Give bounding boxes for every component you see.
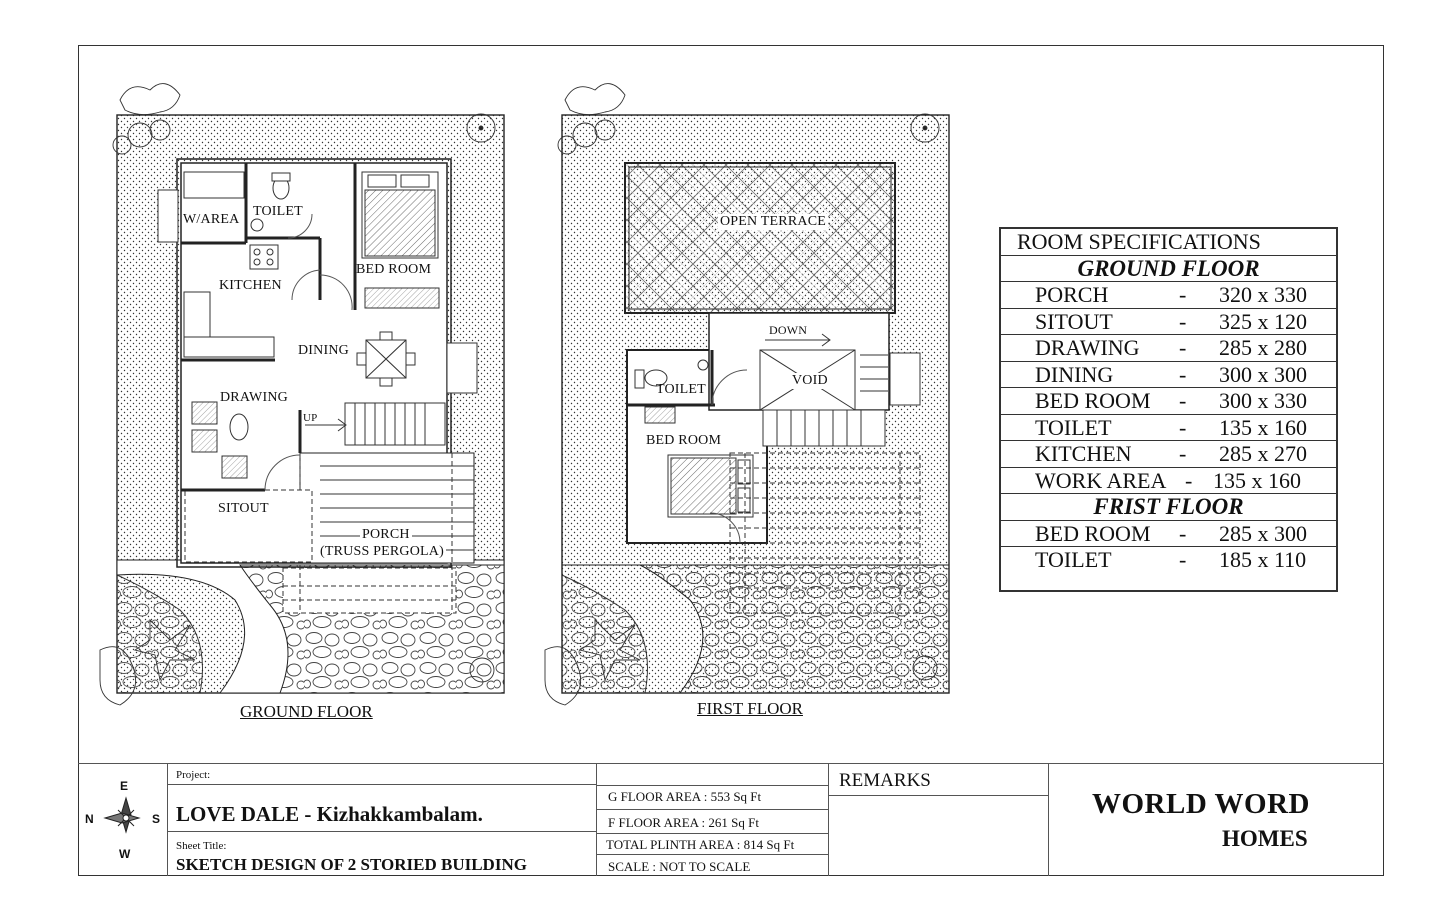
compass-n: N	[85, 812, 94, 826]
spec-dash: -	[1179, 547, 1187, 572]
spec-room-size: 285 x 300	[1219, 520, 1307, 546]
spec-room-size: 285 x 270	[1219, 441, 1307, 466]
spec-dash: -	[1179, 282, 1187, 307]
spec-row	[1001, 335, 1336, 362]
spec-row	[1001, 441, 1336, 468]
spec-room-size: 185 x 110	[1219, 547, 1307, 572]
spec-row	[1001, 362, 1336, 389]
title-block	[78, 763, 1384, 876]
spec-room-name: BED ROOM	[1035, 520, 1151, 546]
sheet-title: SKETCH DESIGN OF 2 STORIED BUILDING	[176, 855, 527, 874]
label-void: VOID	[792, 373, 828, 388]
spec-row	[1001, 468, 1336, 495]
spec-room-name: TOILET	[1035, 414, 1112, 440]
scale-note: SCALE : NOT TO SCALE	[608, 859, 751, 874]
spec-dash: -	[1179, 441, 1187, 466]
label-gf-bed-room: BED ROOM	[356, 262, 432, 277]
spec-row	[1001, 309, 1336, 336]
spec-room-size: 300 x 330	[1219, 388, 1307, 413]
spec-room-name: DINING	[1035, 361, 1114, 387]
spec-dash: -	[1185, 467, 1193, 493]
spec-dash: -	[1179, 361, 1187, 387]
label-work-area: W/AREA	[183, 212, 240, 227]
spec-room-name: TOILET	[1035, 547, 1112, 572]
label-gf-toilet: TOILET	[253, 204, 303, 219]
label-open-terrace: OPEN TERRACE	[720, 214, 826, 229]
compass-e: E	[120, 779, 129, 793]
remarks-label: REMARKS	[839, 770, 931, 791]
spec-row	[1001, 388, 1336, 415]
spec-room-size: 135 x 160	[1219, 414, 1307, 440]
spec-room-size: 300 x 300	[1219, 361, 1307, 387]
label-porch-note: (TRUSS PERGOLA)	[320, 544, 444, 559]
spec-room-name: SITOUT	[1035, 308, 1113, 334]
ground-floor-title: GROUND FLOOR	[240, 702, 373, 721]
spec-room-size: 325 x 120	[1219, 308, 1307, 334]
spec-dash: -	[1179, 388, 1187, 413]
spec-room-name: KITCHEN	[1035, 441, 1132, 466]
label-ff-toilet: TOILET	[656, 382, 706, 397]
spec-room-size: 285 x 280	[1219, 335, 1307, 360]
spec-dash: -	[1179, 335, 1187, 360]
spec-row	[1001, 415, 1336, 442]
label-dining: DINING	[298, 343, 349, 358]
spec-room-name: BED ROOM	[1035, 388, 1151, 413]
spec-ground-floor-heading: GROUND FLOOR	[1001, 256, 1336, 283]
spec-room-name: DRAWING	[1035, 335, 1140, 360]
spec-room-name: PORCH	[1035, 282, 1109, 307]
first-floor-title: FIRST FLOOR	[697, 699, 803, 718]
project-label: Project:	[176, 769, 211, 781]
first-floor-plan	[562, 115, 949, 693]
f-floor-area: F FLOOR AREA : 261 Sq Ft	[608, 815, 759, 830]
label-kitchen: KITCHEN	[219, 278, 282, 293]
spec-first-floor-heading: FRIST FLOOR	[1001, 494, 1336, 521]
label-down: DOWN	[769, 323, 808, 337]
project-name: LOVE DALE - Kizhakkambalam.	[176, 802, 483, 826]
label-ff-bed-room: BED ROOM	[646, 433, 722, 448]
spec-row	[1001, 521, 1336, 548]
spec-room-name: WORK AREA	[1035, 467, 1167, 493]
sheet-title-label: Sheet Title:	[176, 840, 227, 852]
g-floor-area: G FLOOR AREA : 553 Sq Ft	[608, 789, 762, 804]
room-specifications-table	[999, 227, 1338, 592]
ground-floor-plan	[117, 115, 504, 693]
label-sitout: SITOUT	[218, 501, 269, 516]
spec-room-size: 135 x 160	[1213, 467, 1301, 493]
spec-dash: -	[1179, 520, 1187, 546]
company-subtitle: HOMES	[1222, 826, 1308, 851]
company-name: WORLD WORD	[1092, 788, 1310, 820]
spec-row	[1001, 282, 1336, 309]
label-porch: PORCH	[362, 527, 410, 542]
label-up: UP	[303, 412, 318, 424]
compass-s: S	[152, 812, 161, 826]
spec-dash: -	[1179, 414, 1187, 440]
compass-w: W	[119, 847, 131, 861]
spec-row	[1001, 547, 1336, 574]
spec-dash: -	[1179, 308, 1187, 334]
label-drawing: DRAWING	[220, 390, 288, 405]
total-plinth-area: TOTAL PLINTH AREA : 814 Sq Ft	[606, 837, 795, 852]
spec-room-size: 320 x 330	[1219, 282, 1307, 307]
spec-title: ROOM SPECIFICATIONS	[1001, 229, 1336, 256]
